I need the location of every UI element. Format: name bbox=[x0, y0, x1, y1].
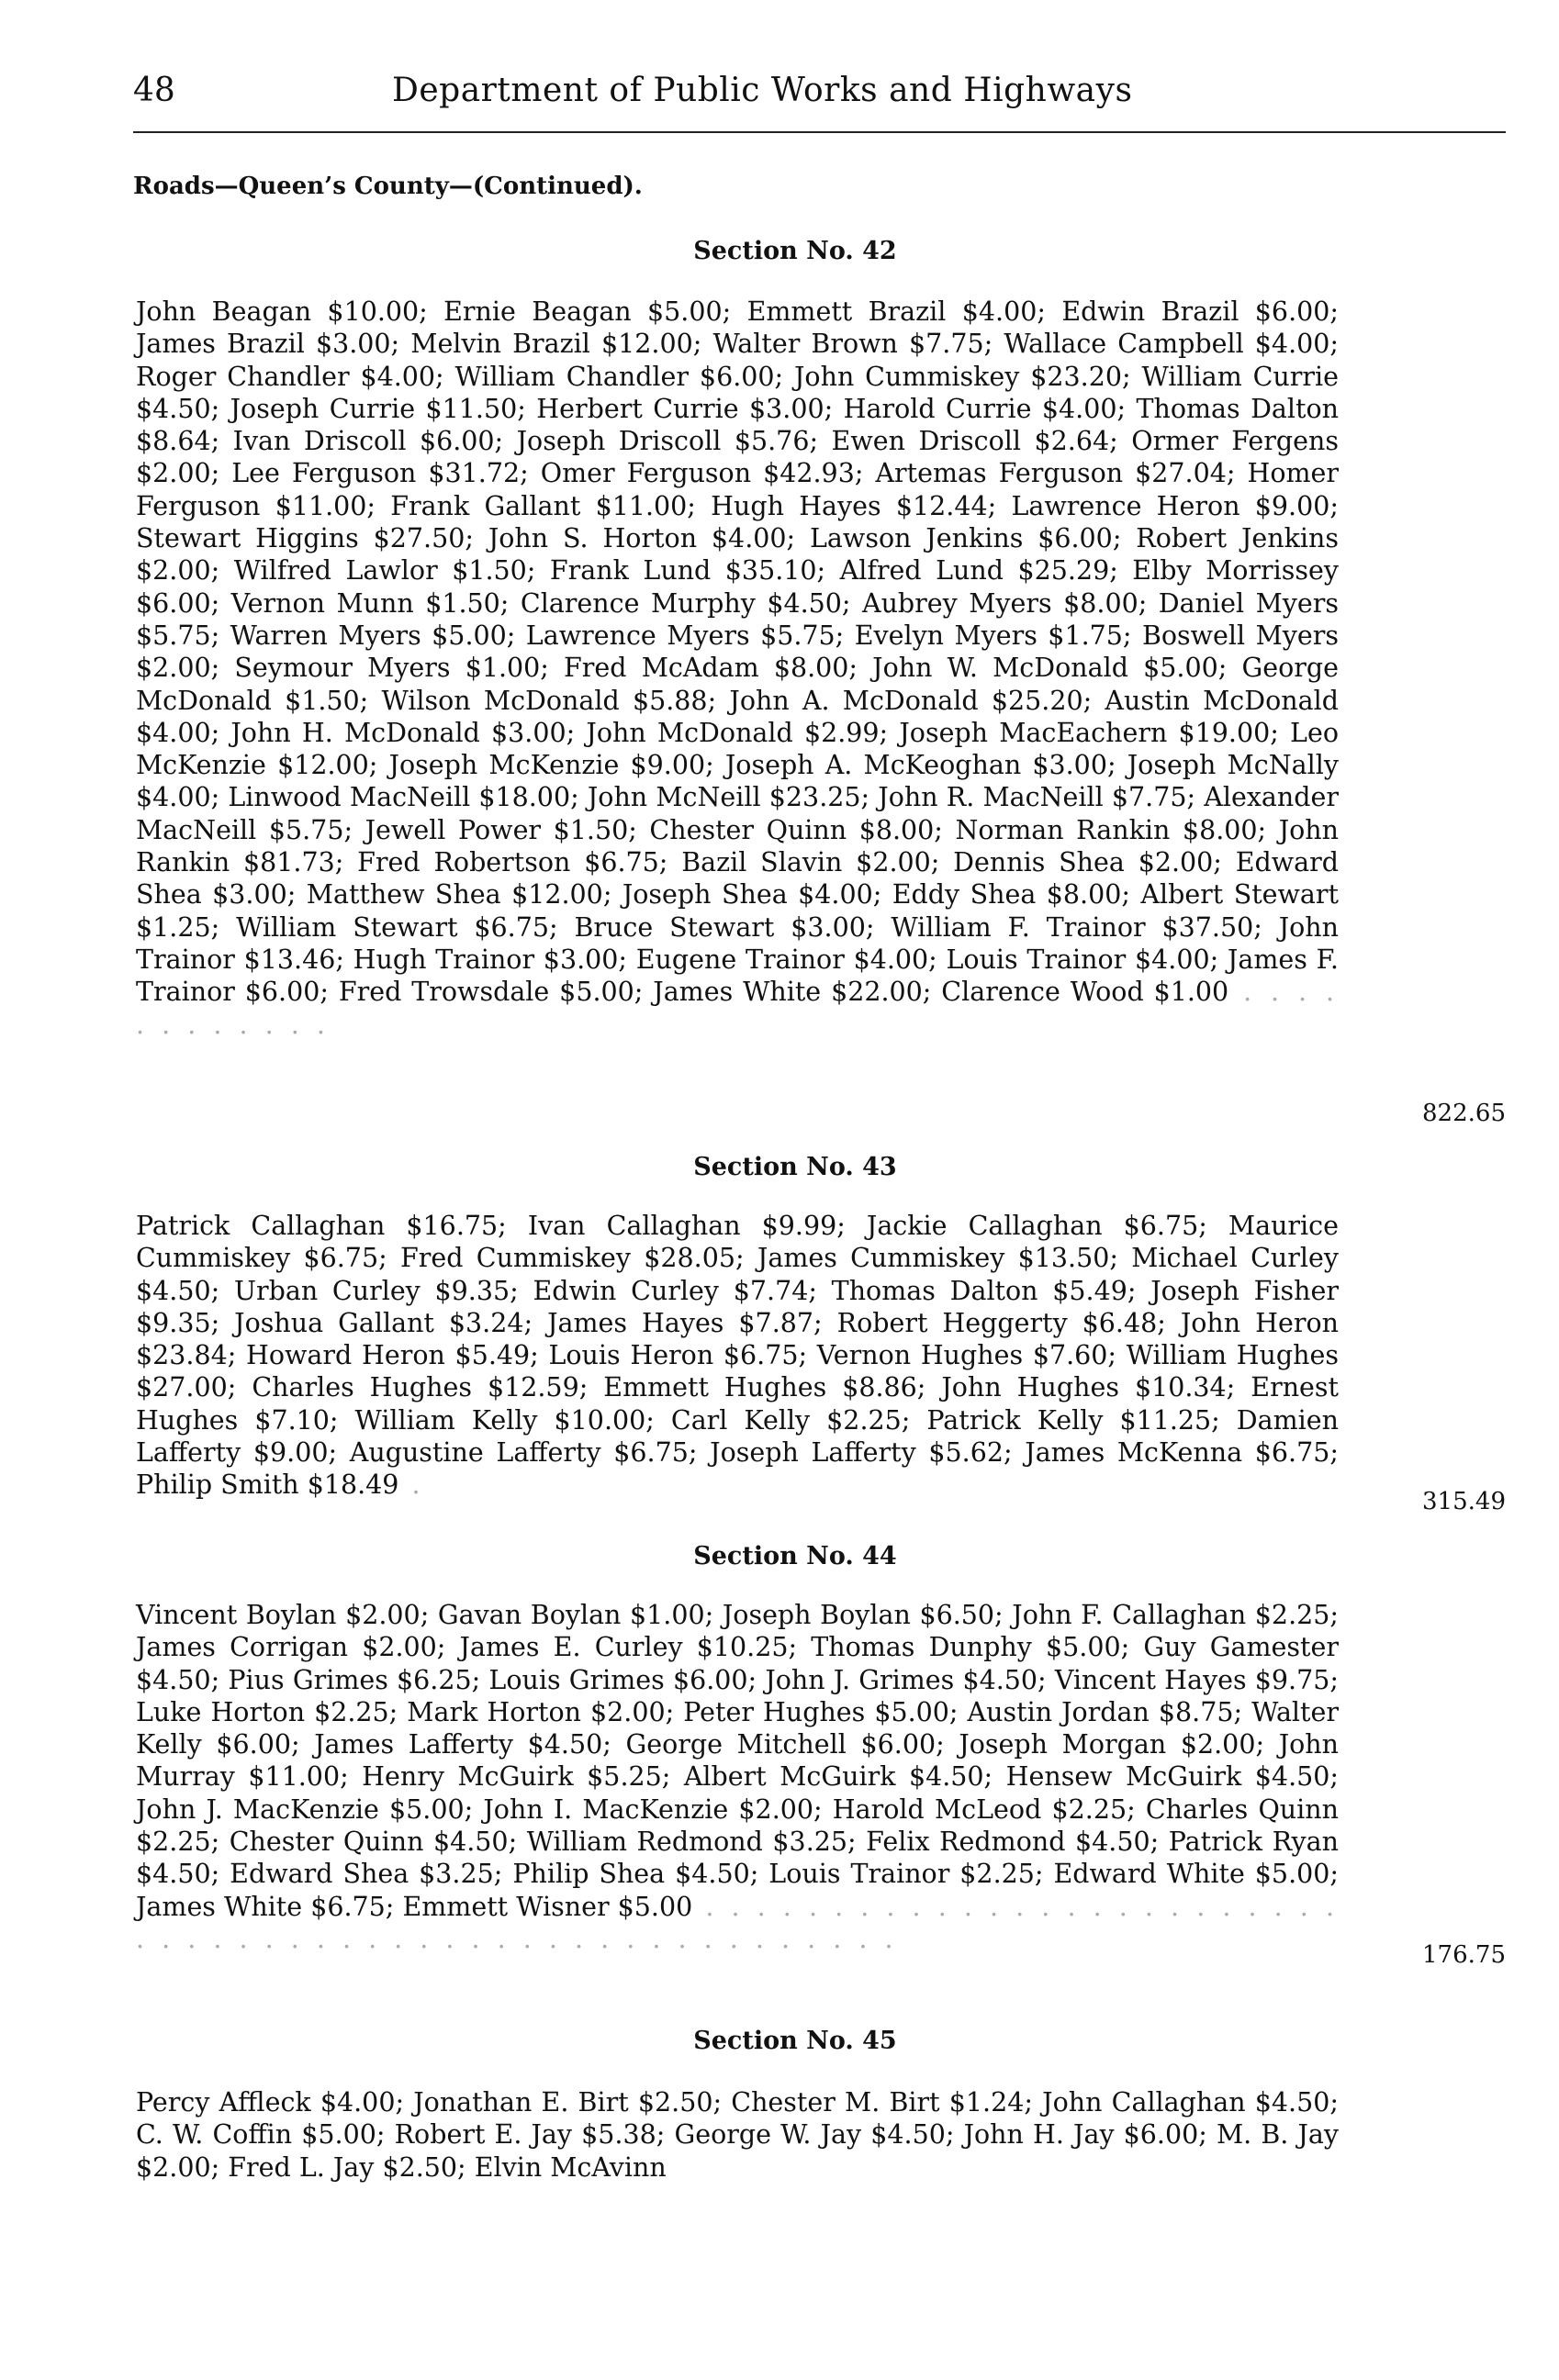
page-number: 48 bbox=[133, 72, 175, 109]
dot-leader: . . . . . . . . . . . . . . . . . . . . . . . . . . . . . . . . . . . . . . . . . . . . . . . . . . . . . . . bbox=[136, 1891, 1340, 1954]
section-title-text: Section No. 44 bbox=[693, 1542, 897, 1570]
running-title: Department of Public Works and Highways bbox=[392, 72, 1133, 109]
section-title-text: Section No. 42 bbox=[693, 237, 897, 265]
section-title-text: Section No. 43 bbox=[693, 1153, 897, 1181]
page-caption: Roads—Queen’s County—(Continued). bbox=[133, 173, 643, 200]
section-entries-text: Percy Affleck $4.00; Jonathan E. Birt $2.50; Chester M. Birt $1.24; John Callaghan $4.50; C. W. Coffin $5.00; Robert E. Jay $5.38; George W. Jay $4.50; John H. Jay $6.00; M. B. Jay $2.00; Fred L. Jay $2.50; Elvin McAvinn bbox=[136, 2087, 1339, 2183]
section-title-text: Section No. 45 bbox=[693, 2027, 897, 2055]
section-entries-text: Vincent Boylan $2.00; Gavan Boylan $1.00; Joseph Boylan $6.50; John F. Callaghan $2.25; James Corrigan $2.00; James E. Curley $10.25; Thomas Dunphy $5.00; Guy Gamester $4.50; Pius Grimes $6.25; Louis Grimes $6.00; John J. Grimes $4.50; Vincent Hayes $9.75; Luke Horton $2.25; Mark Horton $2.00; Peter Hughes $5.00; Austin Jordan $8.75; Walter Kelly $6.00; James Lafferty $4.50; George Mitchell $6.00; Joseph Morgan $2.00; John Murray $11.00; Henry McGuirk $5.25; Albert McGuirk $4.50; Hensew McGuirk $4.50; John J. MacKenzie $5.00; John I. MacKenzie $2.00; Harold McLeod $2.25; Charles Quinn $2.25; Chester Quinn $4.50; William Redmond $3.25; Felix Redmond $4.50; Patrick Ryan $4.50; Edward Shea $3.25; Philip Shea $4.50; Louis Trainor $2.25; Edward White $5.00; James White $6.75; Emmett Wisner $5.00 bbox=[136, 1600, 1339, 1922]
section-total: 822.65 bbox=[1422, 1100, 1506, 1127]
page-header bbox=[133, 64, 1244, 119]
section-title bbox=[0, 1542, 1559, 1570]
section-entries bbox=[136, 1599, 1339, 1955]
header-rule bbox=[133, 131, 1506, 133]
section-entries bbox=[136, 2086, 1339, 2184]
section-entries bbox=[136, 1210, 1339, 1502]
section-entries bbox=[136, 296, 1339, 1041]
section-total: 315.49 bbox=[1422, 1488, 1506, 1515]
section-title bbox=[0, 237, 1559, 265]
section-title bbox=[0, 1153, 1559, 1181]
section-total: 176.75 bbox=[1422, 1941, 1506, 1969]
section-entries-text: Patrick Callaghan $16.75; Ivan Callaghan $9.99; Jackie Callaghan $6.75; Maurice Cummiskey $6.75; Fred Cummiskey $28.05; James Cummiskey $13.50; Michael Curley $4.50; Urban Curley $9.35; Edwin Curley $7.74; Thomas Dalton $5.49; Joseph Fisher $9.35; Joshua Gallant $3.24; James Hayes $7.87; Robert Heggerty $6.48; John Heron $23.84; Howard Heron $5.49; Louis Heron $6.75; Vernon Hughes $7.60; William Hughes $27.00; Charles Hughes $12.59; Emmett Hughes $8.86; John Hughes $10.34; Ernest Hughes $7.10; William Kelly $10.00; Carl Kelly $2.25; Patrick Kelly $11.25; Damien Lafferty $9.00; Augustine Lafferty $6.75; Joseph Lafferty $5.62; James McKenna $6.75; Philip Smith $18.49 bbox=[136, 1211, 1339, 1501]
dot-leader: . bbox=[398, 1469, 425, 1501]
dot-leader: . . . . . . . . . . . . bbox=[136, 977, 1340, 1040]
section-title bbox=[0, 2027, 1559, 2055]
section-entries-text: John Beagan $10.00; Ernie Beagan $5.00; Emmett Brazil $4.00; Edwin Brazil $6.00; James Brazil $3.00; Melvin Brazil $12.00; Walter Brown $7.75; Wallace Campbell $4.00; Roger Chandler $4.00; William Chandler $6.00; John Cummiskey $23.20; William Currie $4.50; Joseph Currie $11.50; Herbert Currie $3.00; Harold Currie $4.00; Thomas Dalton $8.64; Ivan Driscoll $6.00; Joseph Driscoll $5.76; Ewen Driscoll $2.64; Ormer Fergens $2.00; Lee Ferguson $31.72; Omer Ferguson $42.93; Artemas Ferguson $27.04; Homer Ferguson $11.00; Frank Gallant $11.00; Hugh Hayes $12.44; Lawrence Heron $9.00; Stewart Higgins $27.50; John S. Horton $4.00; Lawson Jenkins $6.00; Robert Jenkins $2.00; Wilfred Lawlor $1.50; Frank Lund $35.10; Alfred Lund $25.29; Elby Morrissey $6.00; Vernon Munn $1.50; Clarence Murphy $4.50; Aubrey Myers $8.00; Daniel Myers $5.75; Warren Myers $5.00; Lawrence Myers $5.75; Evelyn Myers $1.75; Boswell Myers $2.00; Seymour Myers $1.00; Fred McAdam $8.00; John W. McDonald $5.00; George McDonald $1.50; Wilson McDonald $5.88; John A. McDonald $25.20; Austin McDonald $4.00; John H. McDonald $3.00; John McDonald $2.99; Joseph MacEachern $19.00; Leo McKenzie $12.00; Joseph McKenzie $9.00; Joseph A. McKeoghan $3.00; Joseph McNally $4.00; Linwood MacNeill $18.00; John McNeill $23.25; John R. MacNeill $7.75; Alexander MacNeill $5.75; Jewell Power $1.50; Chester Quinn $8.00; Norman Rankin $8.00; John Rankin $81.73; Fred Robertson $6.75; Bazil Slavin $2.00; Dennis Shea $2.00; Edward Shea $3.00; Matthew Shea $12.00; Joseph Shea $4.00; Eddy Shea $8.00; Albert Stewart $1.25; William Stewart $6.75; Bruce Stewart $3.00; William F. Trainor $37.50; John Trainor $13.46; Hugh Trainor $3.00; Eugene Trainor $4.00; Louis Trainor $4.00; James F. Trainor $6.00; Fred Trowsdale $5.00; James White $22.00; Clarence Wood $1.00 bbox=[136, 296, 1339, 1008]
